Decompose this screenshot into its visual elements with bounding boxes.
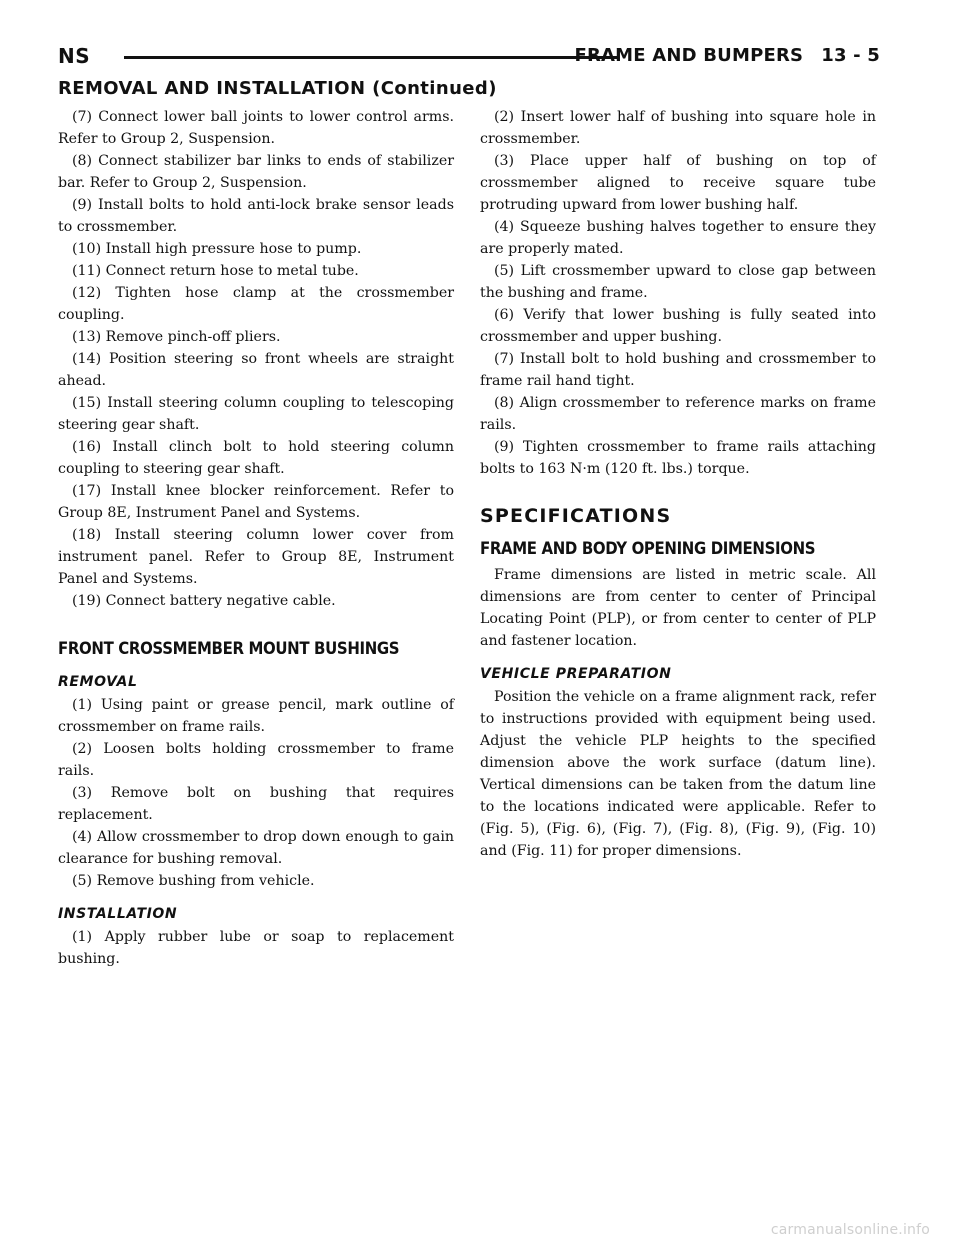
step-paragraph: (3) Remove bolt on bushing that requires replacement. [58,785,454,823]
installation-step-list-continued [480,106,876,480]
step-paragraph: (17) Install knee blocker reinforcement. Refer to Group 8E, Instrument Panel and Systems. [58,483,454,521]
step-paragraph: (1) Apply rubber lube or soap to replacement bushing. [58,929,454,967]
model-code: NS [58,44,91,68]
step-paragraph: (11) Connect return hose to metal tube. [72,263,359,279]
step-list [58,106,454,612]
step-paragraph: (8) Align crossmember to reference marks on frame rails. [480,395,876,433]
page-header [58,44,880,74]
step-paragraph: (19) Connect battery negative cable. [72,593,336,609]
step-paragraph: (10) Install high pressure hose to pump. [72,241,362,257]
step-paragraph: (3) Place upper half of bushing on top of crossmember aligned to receive square tube protruding upward from lower bushing half. [480,153,876,213]
dimensions-heading: FRAME AND BODY OPENING DIMENSIONS [480,539,816,559]
vehicle-prep-heading: VEHICLE PREPARATION [480,666,672,682]
installation-heading: INSTALLATION [58,906,178,922]
removal-heading: REMOVAL [58,674,138,690]
step-paragraph: (18) Install steering column lower cover from instrument panel. Refer to Group 8E, Instrument Panel and Systems. [58,527,454,587]
right-column [480,106,876,862]
step-paragraph: (2) Loosen bolts holding crossmember to frame rails. [58,741,454,779]
header-rule [124,56,618,59]
continued-heading: REMOVAL AND INSTALLATION (Continued) [58,78,497,99]
section-heading: FRONT CROSSMEMBER MOUNT BUSHINGS [58,639,400,659]
step-paragraph: (14) Position steering so front wheels are straight ahead. [58,351,454,389]
page-number: 13 - 5 [821,45,880,66]
step-paragraph: (7) Install bolt to hold bushing and crossmember to frame rail hand tight. [480,351,876,389]
step-paragraph: (2) Insert lower half of bushing into square hole in crossmember. [480,109,876,147]
installation-step-list [58,926,454,970]
step-paragraph: (12) Tighten hose clamp at the crossmember coupling. [58,285,454,323]
step-paragraph: (1) Using paint or grease pencil, mark outline of crossmember on frame rails. [58,697,454,735]
step-paragraph: (4) Squeeze bushing halves together to ensure they are properly mated. [480,219,876,257]
left-column [58,106,454,970]
step-paragraph: (9) Install bolts to hold anti-lock brake sensor leads to crossmember. [58,197,454,235]
watermark-text: carmanualsonline.info [770,1222,930,1238]
step-paragraph: (15) Install steering column coupling to telescoping steering gear shaft. [58,395,454,433]
step-paragraph: (16) Install clinch bolt to hold steering column coupling to steering gear shaft. [58,439,454,477]
step-paragraph: (7) Connect lower ball joints to lower control arms. Refer to Group 2, Suspension. [58,109,454,147]
dimensions-paragraph: Frame dimensions are listed in metric scale. All dimensions are from center to center of Principal Locating Point (PLP), or from center to center of PLP and fastener location. [480,567,876,649]
step-paragraph: (9) Tighten crossmember to frame rails attaching bolts to 163 N·m (120 ft. lbs.) torque. [480,439,876,477]
step-paragraph: (5) Lift crossmember upward to close gap between the bushing and frame. [480,263,876,301]
step-paragraph: (6) Verify that lower bushing is fully seated into crossmember and upper bushing. [480,307,876,345]
specifications-heading: SPECIFICATIONS [480,505,672,527]
section-title: FRAME AND BUMPERS [574,45,804,66]
vehicle-prep-paragraph: Position the vehicle on a frame alignment rack, refer to instructions provided with equipment being used. Adjust the vehicle PLP heights to the specified dimension above the work surface (datum line). Vertical dimensions can be taken from the datum line to the locations indicated were applicable. Refer to (Fig. 5), (Fig. 6), (Fig. 7), (Fig. 8), (Fig. 9), (Fig. 10) and (Fig. 11) for proper dimensions. [480,689,876,859]
step-paragraph: (4) Allow crossmember to drop down enough to gain clearance for bushing removal. [58,829,454,867]
removal-step-list [58,694,454,892]
header-right [574,45,880,66]
step-paragraph: (5) Remove bushing from vehicle. [72,873,315,889]
step-paragraph: (13) Remove pinch-off pliers. [72,329,281,345]
step-paragraph: (8) Connect stabilizer bar links to ends of stabilizer bar. Refer to Group 2, Suspension. [58,153,454,191]
